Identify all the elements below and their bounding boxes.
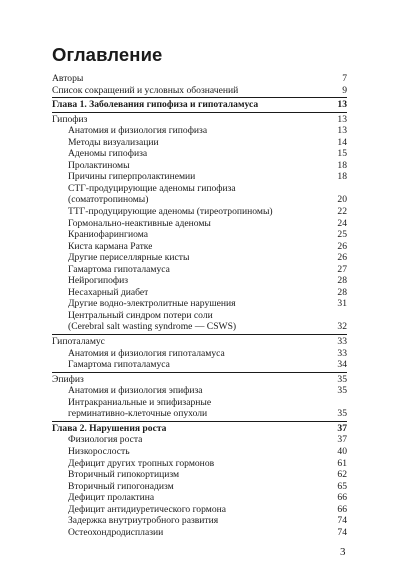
toc-entry[interactable] — [52, 298, 347, 310]
toc-entry[interactable] — [52, 241, 347, 253]
toc-entry-title: Вторичный гипогонадизм — [68, 480, 174, 492]
toc-entry-title: Другие периселлярные кисты — [68, 252, 190, 264]
toc-entry-title: Глава 1. Заболевания гипофиза и гипоталамуса — [52, 99, 259, 111]
toc-entry-page: 15 — [337, 148, 347, 160]
section-divider — [52, 97, 347, 98]
toc-entry[interactable] — [52, 148, 347, 160]
toc-entry[interactable] — [52, 515, 347, 527]
toc-entry-title: Анатомия и физиология гипофиза — [68, 125, 208, 137]
toc-entry-title: Киста кармана Ратке — [68, 240, 153, 252]
toc-entry[interactable] — [52, 385, 347, 397]
toc-entry-title: Гипоталамус — [52, 336, 105, 348]
toc-entry[interactable] — [52, 275, 347, 287]
toc-entry-page: 62 — [337, 469, 347, 481]
toc-entry-title: Аденомы гипофиза — [68, 148, 148, 160]
toc-entry[interactable] — [52, 229, 347, 241]
toc-entry[interactable] — [52, 99, 347, 111]
toc-entry-page: 61 — [337, 457, 347, 469]
toc-entry-page: 34 — [337, 359, 347, 371]
toc-entry-title: Нейрогипофиз — [68, 275, 129, 287]
toc-entry[interactable] — [52, 397, 347, 409]
toc-entry[interactable] — [52, 194, 347, 206]
toc-entry[interactable] — [52, 264, 347, 276]
toc-entry-title: Низкорослость — [68, 445, 130, 457]
toc-entry[interactable] — [52, 481, 347, 493]
toc-entry-page: 33 — [337, 336, 347, 348]
toc-entry-page: 18 — [337, 171, 347, 183]
toc-entry[interactable] — [52, 374, 347, 386]
toc-entry[interactable] — [52, 469, 347, 481]
toc-entry[interactable] — [52, 446, 347, 458]
toc-entry-title: Дефицит пролактина — [68, 492, 155, 504]
toc-entry[interactable] — [52, 114, 347, 126]
toc-entry-title: Методы визуализации — [68, 136, 159, 148]
toc-entry-page: 13 — [337, 125, 347, 137]
toc-entry[interactable] — [52, 423, 347, 435]
page-number: 3 — [340, 546, 346, 558]
toc-entry-title: Дефицит других тропных гормонов — [68, 457, 215, 469]
toc-entry-title: Причины гиперпролактинемии — [68, 171, 196, 183]
toc-entry-title: (соматотропиномы) — [68, 194, 149, 206]
toc-entry-page: 65 — [337, 480, 347, 492]
toc-entry[interactable] — [52, 125, 347, 137]
toc-entry-page: 14 — [337, 136, 347, 148]
toc-entry-title: Физиология роста — [68, 434, 143, 446]
toc-entry-title: герминативно-клеточные опухоли — [68, 408, 208, 420]
toc-entry-title: (Cerebral salt wasting syndrome — CSWS) — [68, 321, 237, 333]
toc-entry[interactable] — [52, 252, 347, 264]
toc-entry-page: 35 — [337, 385, 347, 397]
toc-entry-title: Гормонально-неактивные аденомы — [68, 217, 211, 229]
toc-entry-page: 20 — [337, 194, 347, 206]
toc-entry-page: 35 — [337, 408, 347, 420]
toc-entry-page: 26 — [337, 240, 347, 252]
toc-entry-page: 33 — [337, 347, 347, 359]
toc-entry[interactable] — [52, 492, 347, 504]
toc-entry[interactable] — [52, 137, 347, 149]
toc-entry-title: Гипофиз — [52, 113, 88, 125]
section-divider — [52, 421, 347, 422]
section-divider — [52, 112, 347, 113]
toc-entry[interactable] — [52, 85, 347, 97]
toc-entry-title: Глава 2. Нарушения роста — [52, 422, 167, 434]
toc-entry-page: 24 — [337, 217, 347, 229]
toc-entry-page: 13 — [337, 99, 347, 111]
toc-entry-page: 74 — [337, 515, 347, 527]
toc-entry-page: 74 — [337, 526, 347, 538]
toc-entry[interactable] — [52, 408, 347, 420]
toc-entry[interactable] — [52, 458, 347, 470]
toc-entry-page: 37 — [337, 422, 347, 434]
toc-entry-page: 40 — [337, 445, 347, 457]
toc-entry[interactable] — [52, 171, 347, 183]
toc-entry-title: Вторичный гипокортицизм — [68, 469, 180, 481]
toc-entry-title: Анатомия и физиология гипоталамуса — [68, 347, 225, 359]
section-divider — [52, 372, 347, 373]
toc-entry[interactable] — [52, 336, 347, 348]
toc-entry-page: 35 — [337, 373, 347, 385]
toc-entry-title: Список сокращений и условных обозначений — [52, 84, 239, 96]
toc-entry[interactable] — [52, 183, 347, 195]
toc-entry[interactable] — [52, 434, 347, 446]
toc-entry[interactable] — [52, 73, 347, 85]
toc-entry-title: Авторы — [52, 73, 84, 84]
toc-entry-title: СТГ-продуцирующие аденомы гипофиза — [68, 182, 236, 194]
toc-entry-title: Интракраниальные и эпифизарные — [68, 396, 212, 408]
toc-entry-page: 66 — [337, 492, 347, 504]
toc-entry[interactable] — [52, 348, 347, 360]
toc-entry-page: 22 — [337, 206, 347, 218]
toc-entry[interactable] — [52, 310, 347, 322]
toc-entry-title: Другие водно-электролитные нарушения — [68, 298, 236, 310]
toc-entry-title: Пролактиномы — [68, 159, 130, 171]
toc-entry-page: 26 — [337, 252, 347, 264]
toc-entry-title: Дефицит антидиуретического гормона — [68, 503, 227, 515]
toc-entry[interactable] — [52, 287, 347, 299]
toc-entry-title: Анатомия и физиология эпифиза — [68, 385, 203, 397]
page-title: Оглавление — [52, 44, 163, 65]
toc-entry-title: Гамартома гипоталамуса — [68, 359, 170, 371]
toc-entry[interactable] — [52, 321, 347, 333]
toc-entry-title: Задержка внутриутробного развития — [68, 515, 219, 527]
toc-entry-title: Остеохондродисплазии — [68, 526, 164, 538]
toc-entry-page: 7 — [342, 73, 347, 84]
toc-entry-page: 28 — [337, 275, 347, 287]
toc-entry-page: 28 — [337, 286, 347, 298]
toc-entry[interactable] — [52, 206, 347, 218]
toc-entry-title: Несахарный диабет — [68, 286, 149, 298]
toc-entry-title: Гамартома гипоталамуса — [68, 263, 170, 275]
toc-entry-page: 27 — [337, 263, 347, 275]
toc-entry-page: 32 — [337, 321, 347, 333]
toc-entry[interactable] — [52, 218, 347, 230]
toc-entry[interactable] — [52, 160, 347, 172]
toc-entry-page: 13 — [337, 113, 347, 125]
table-of-contents — [52, 73, 347, 538]
toc-entry-page: 25 — [337, 229, 347, 241]
toc-entry[interactable] — [52, 359, 347, 371]
section-divider — [52, 334, 347, 335]
toc-entry-title: ТТГ-продуцирующие аденомы (тиреотропиномы) — [68, 206, 273, 218]
toc-entry-page: 37 — [337, 434, 347, 446]
toc-entry-title: Центральный синдром потери соли — [68, 309, 213, 321]
toc-entry-page: 31 — [337, 298, 347, 310]
toc-entry[interactable] — [52, 504, 347, 516]
toc-entry-page: 66 — [337, 503, 347, 515]
toc-entry[interactable] — [52, 527, 347, 539]
toc-entry-title: Краниофарингиома — [68, 229, 149, 241]
toc-entry-page: 18 — [337, 159, 347, 171]
toc-entry-page: 9 — [342, 84, 347, 96]
toc-entry-title: Эпифиз — [52, 373, 84, 385]
